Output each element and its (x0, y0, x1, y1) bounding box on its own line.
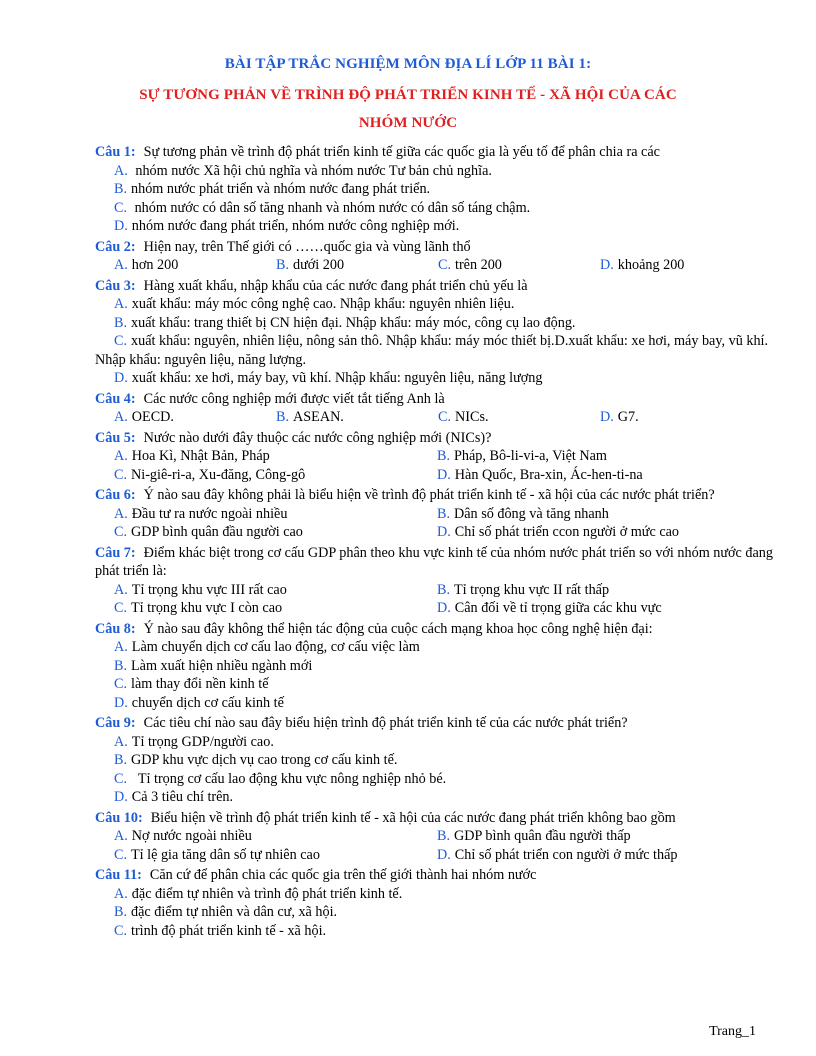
option-c: C. xuất khẩu: nguyên, nhiên liệu, nông sản thô. Nhập khẩu: máy móc thiết bị.D.xuất khẩu: xe hơi, máy bay, vũ khí. Nhập khẩu: nguyên liệu, năng lượng. (95, 333, 769, 368)
option-c: C. Tỉ lệ gia tăng dân số tự nhiên cao (114, 846, 320, 863)
question-number: Câu 4: (95, 390, 136, 407)
question-number: Câu 2: (95, 238, 136, 255)
question-number: Câu 9: (95, 715, 136, 731)
question-number: Câu 6: (95, 487, 136, 503)
question-text: Ý nào sau đây không phải là biểu hiện về trình độ phát triển kinh tế - xã hội của các nước phát triển? (143, 487, 715, 503)
options-row (95, 505, 775, 524)
question-number: Câu 3: (95, 277, 136, 294)
option-a: A. xuất khẩu: máy móc công nghệ cao. Nhập khẩu: nguyên nhiên liệu. (114, 296, 515, 312)
question-text: Căn cứ để phân chia các quốc gia trên thế giới thành hai nhóm nước (149, 867, 537, 883)
option-c: C. GDP bình quân đầu người cao (114, 524, 303, 540)
option-d: D. Chỉ số phát triển con người ở mức thấp (437, 846, 678, 863)
option-b: B. nhóm nước phát triển và nhóm nước đang phát triển. (114, 181, 431, 197)
option-d: D. Chỉ số phát triển ccon người ở mức cao (437, 524, 680, 540)
question-1 (95, 143, 775, 236)
options-row (95, 523, 775, 542)
option-c: C. làm thay đổi nền kinh tế (114, 676, 269, 692)
options-row (95, 827, 775, 846)
option-a: A. Hoa Kì, Nhật Bản, Pháp (114, 448, 270, 464)
question-number: Câu 7: (95, 544, 136, 561)
page-number: Trang_1 (709, 1024, 756, 1039)
option-b: B. dưới 200 (276, 257, 345, 273)
question-number: Câu 11: (95, 867, 142, 883)
question-number: Câu 10: (95, 809, 143, 826)
options-row (95, 599, 775, 618)
option-c: C. Ni-giê-ri-a, Xu-đăng, Công-gô (114, 466, 306, 483)
option-b: B. Làm xuất hiện nhiều ngành mới (114, 657, 313, 674)
option-d: D. G7. (600, 409, 639, 425)
question-text: Nước nào dưới đây thuộc các nước công nghiệp mới (NICs)? (143, 429, 492, 446)
option-b: B. GDP bình quân đầu người thấp (437, 828, 631, 844)
question-10 (95, 809, 775, 865)
question-number: Câu 1: (95, 144, 136, 160)
option-d: D. Hàn Quốc, Bra-xin, Ác-hen-ti-na (437, 466, 643, 483)
option-d: D. chuyển dịch cơ cấu kinh tế (114, 694, 284, 711)
question-6 (95, 486, 775, 542)
question-3 (95, 277, 775, 388)
option-d: D. nhóm nước đang phát triển, nhóm nước công nghiệp mới. (114, 218, 460, 234)
option-b: B. xuất khẩu: trang thiết bị CN hiện đại. Nhập khẩu: máy móc, công cụ lao động. (114, 314, 576, 331)
options-row (95, 466, 775, 485)
question-number: Câu 5: (95, 429, 136, 446)
option-a: A. đặc điểm tự nhiên và trình độ phát triển kinh tế. (114, 885, 403, 902)
page-subtitle-line1: SỰ TƯƠNG PHẢN VỀ TRÌNH ĐỘ PHÁT TRIỂN KINH TẾ - XÃ HỘI CỦA CÁC (139, 87, 677, 103)
options-row (95, 256, 775, 275)
option-c: C. Tỉ trọng cơ cấu lao động khu vực nông nghiệp nhỏ bé. (114, 770, 447, 787)
option-a: A. Đầu tư ra nước ngoài nhiều (114, 505, 288, 522)
option-c: C. trình độ phát triển kinh tế - xã hội. (114, 922, 327, 939)
question-8 (95, 620, 775, 713)
question-text: Hàng xuất khẩu, nhập khẩu của các nước đang phát triển chủ yếu là (143, 277, 528, 294)
question-number: Câu 8: (95, 620, 136, 637)
page-subtitle-line2: NHÓM NƯỚC (358, 115, 458, 131)
question-4 (95, 390, 775, 427)
question-9 (95, 714, 775, 807)
question-text: Hiện nay, trên Thế giới có ……quốc gia và vùng lãnh thổ (143, 238, 471, 255)
question-7 (95, 544, 775, 618)
option-b: B. Tỉ trọng khu vực II rất thấp (437, 581, 610, 598)
option-c: C. Tỉ trọng khu vực I còn cao (114, 600, 283, 616)
option-c: C. nhóm nước có dân số tăng nhanh và nhóm nước có dân số táng chậm. (114, 199, 531, 216)
option-a: A. OECD. (114, 409, 174, 425)
options-row (95, 581, 775, 600)
option-d: D. Cân đối về tỉ trọng giữa các khu vực (437, 600, 662, 616)
option-a: A. Nợ nước ngoài nhiều (114, 828, 252, 844)
question-list (95, 141, 775, 940)
option-d: D. khoảng 200 (600, 257, 685, 273)
question-5 (95, 429, 775, 485)
option-a: A. hơn 200 (114, 257, 179, 273)
options-row (95, 408, 775, 427)
option-a: A. Tỉ trọng GDP/người cao. (114, 733, 274, 750)
question-text: Các nước công nghiệp mới được viết tắt tiếng Anh là (143, 390, 445, 407)
option-b: B. đặc điểm tự nhiên và dân cư, xã hội. (114, 904, 338, 920)
question-text: Sự tương phản về trình độ phát triển kinh tế giữa các quốc gia là yếu tố để phân chia ra các (143, 144, 660, 160)
question-text: Điểm khác biệt trong cơ cấu GDP phân theo khu vực kinh tế của nhóm nước phát triển so với nhóm nước đang phát triển là: (95, 544, 773, 579)
question-11 (95, 866, 775, 940)
option-a: A. Làm chuyển dịch cơ cấu lao động, cơ cấu việc làm (114, 639, 420, 655)
option-b: B. Pháp, Bô-li-vi-a, Việt Nam (437, 448, 607, 464)
page-title: BÀI TẬP TRẮC NGHIỆM MÔN ĐỊA LÍ LỚP 11 BÀI 1: (224, 56, 592, 72)
option-d: D. xuất khẩu: xe hơi, máy bay, vũ khí. Nhập khẩu: nguyên liệu, năng lượng (114, 370, 543, 386)
option-b: B. GDP khu vực dịch vụ cao trong cơ cấu kinh tế. (114, 752, 398, 768)
question-text: Các tiêu chí nào sau đây biểu hiện trình độ phát triển kinh tế của các nước phát triển? (143, 715, 628, 731)
option-b: B. Dân số đông và tăng nhanh (437, 505, 609, 522)
question-text: Biểu hiện về trình độ phát triển kinh tế - xã hội của các nước đang phát triển không bao gồm (150, 809, 676, 826)
option-b: B. ASEAN. (276, 409, 344, 425)
option-c: C. trên 200 (438, 257, 502, 273)
question-text: Ý nào sau đây không thể hiện tác động của cuộc cách mạng khoa học công nghệ hiện đại: (143, 620, 653, 637)
option-a: A. nhóm nước Xã hội chủ nghĩa và nhóm nước Tư bản chủ nghĩa. (114, 162, 492, 179)
option-a: A. Tỉ trọng khu vực III rất cao (114, 581, 287, 598)
options-row (95, 447, 775, 466)
option-c: C. NICs. (438, 409, 489, 425)
question-2 (95, 238, 775, 275)
option-d: D. Cả 3 tiêu chí trên. (114, 789, 234, 805)
options-row (95, 846, 775, 865)
